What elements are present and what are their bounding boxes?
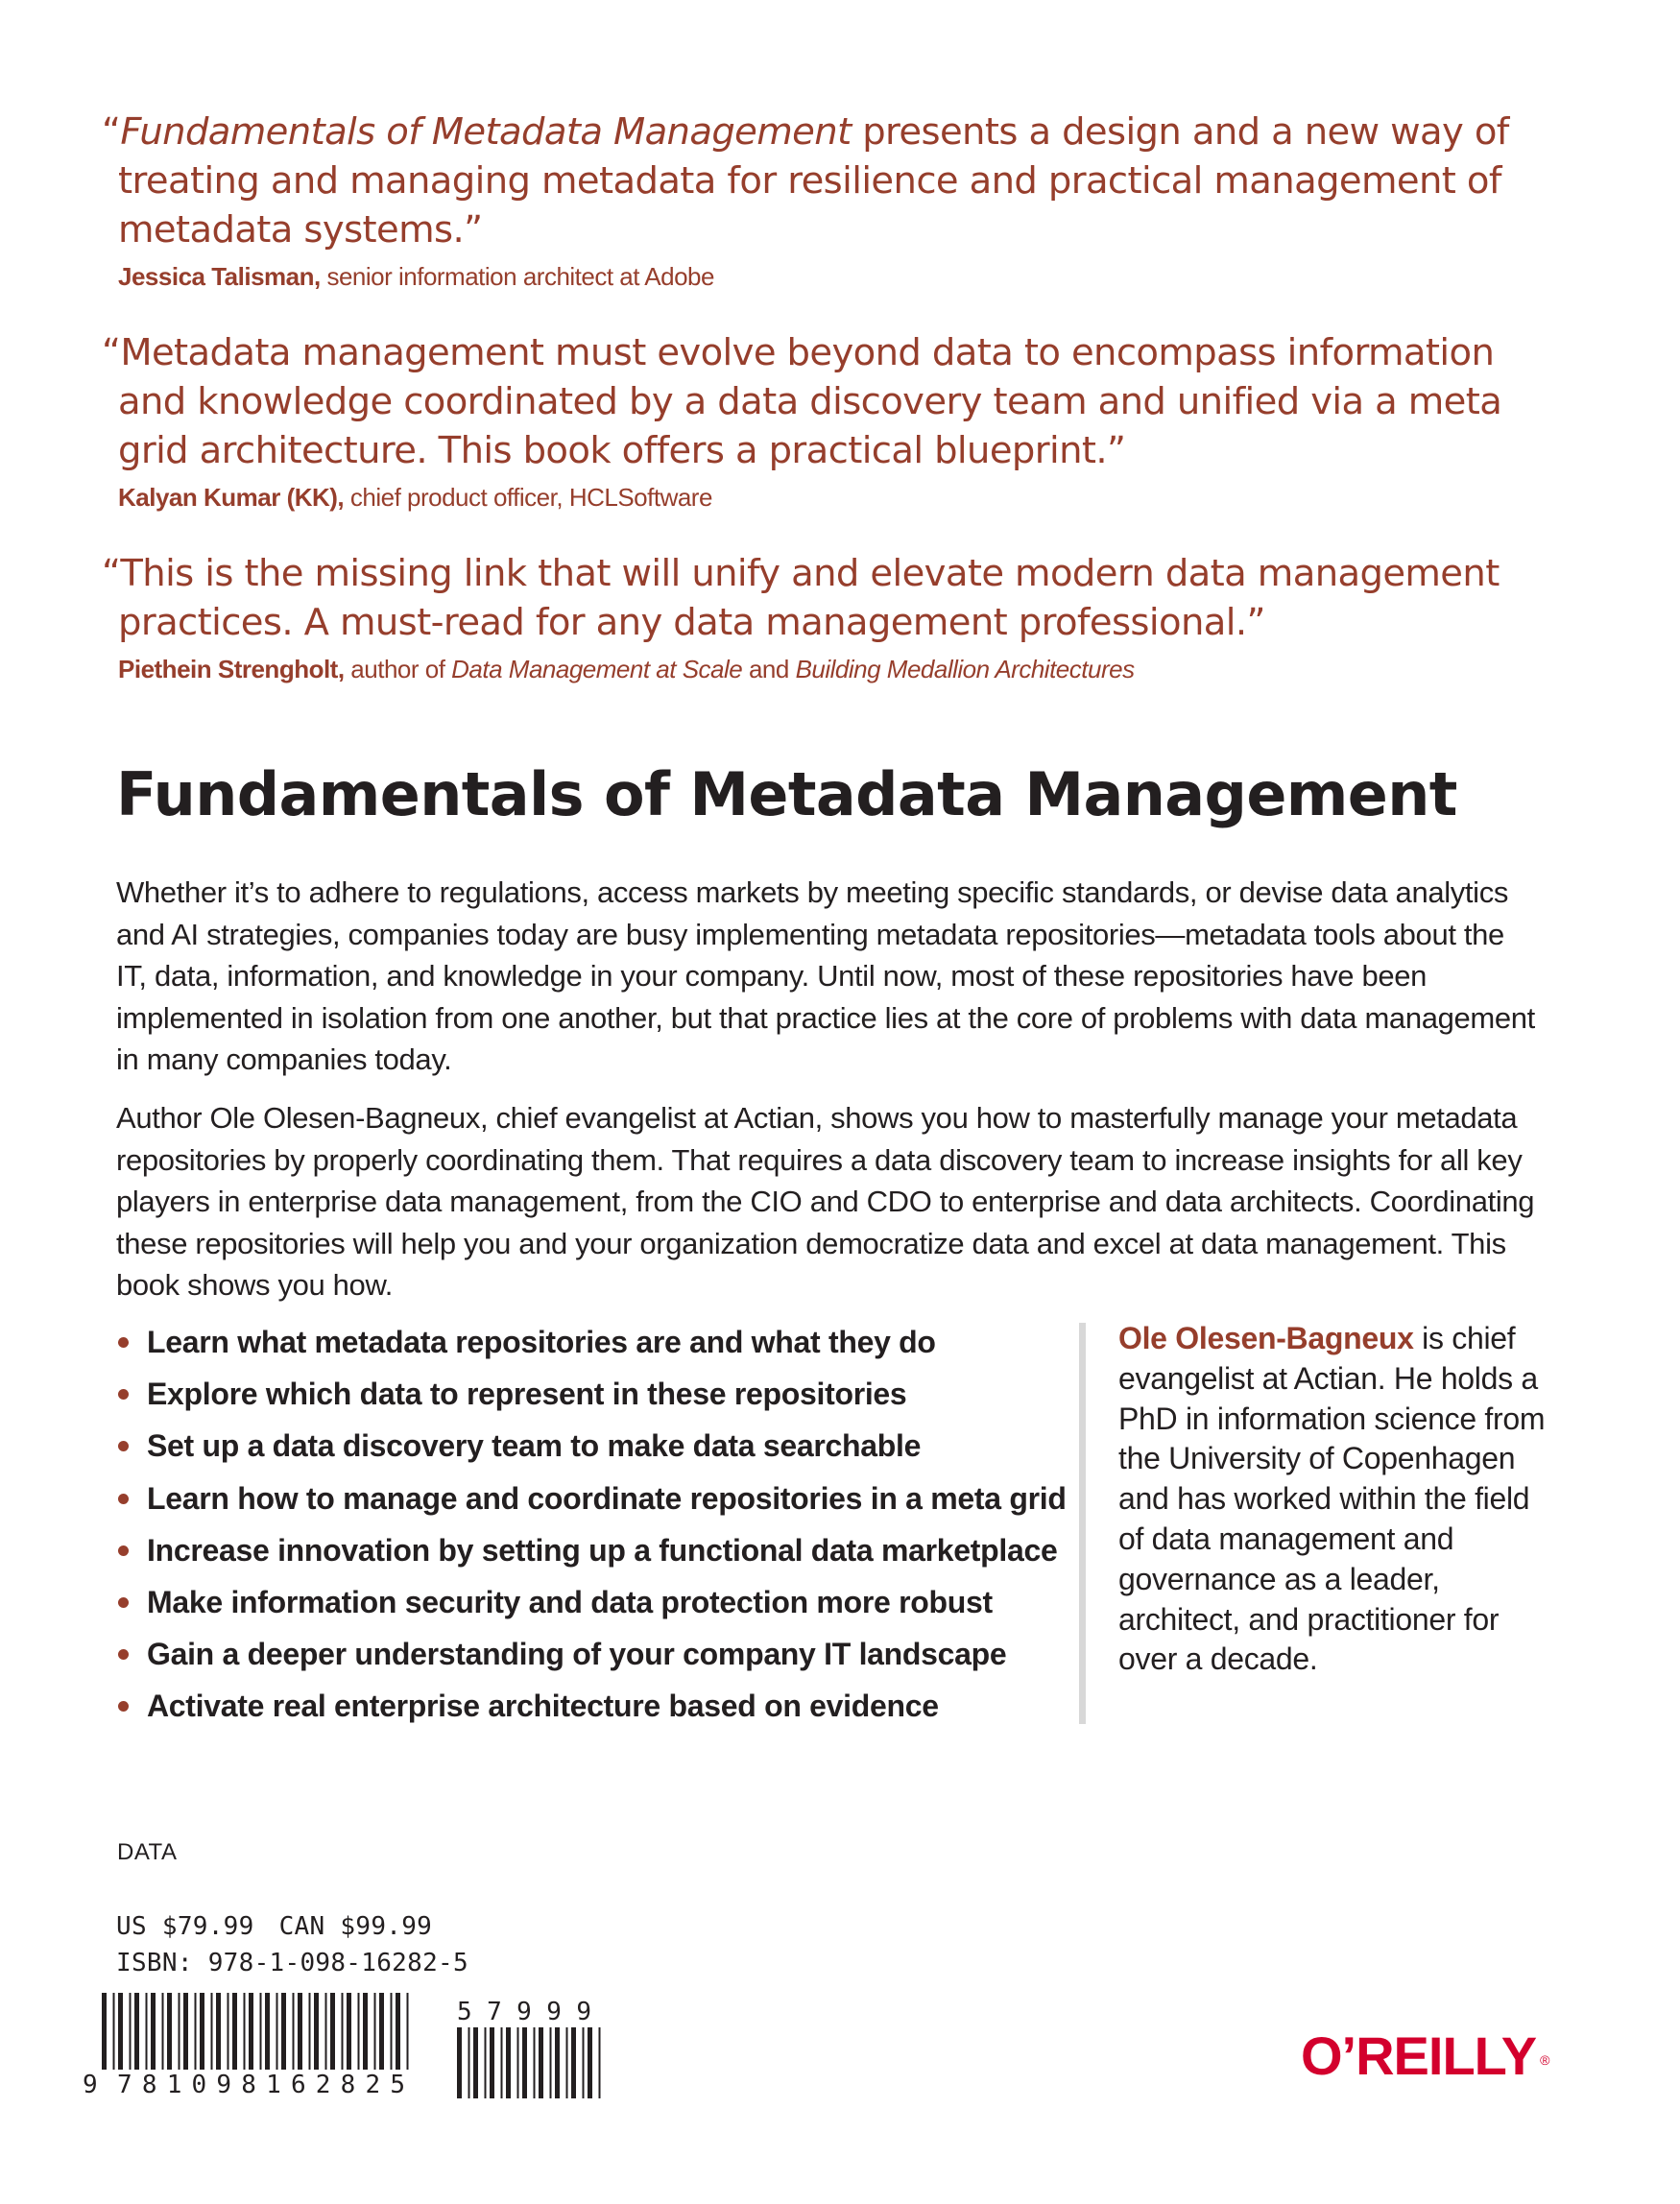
barcode-bar (151, 1993, 156, 2070)
isbn: ISBN: 978-1-098-16282-5 (116, 1949, 468, 1977)
barcode-bar (363, 1993, 368, 2070)
barcode-bar (293, 1993, 295, 2070)
barcode-first-digit: 9 (83, 2071, 98, 2098)
list-item-text: Learn how to manage and coordinate repositories in a meta grid (147, 1480, 1067, 1516)
barcode-bar (407, 1993, 409, 2070)
bullet-icon (118, 1441, 129, 1451)
testimonial-1 (102, 108, 1561, 293)
feature-list (116, 1323, 1067, 1739)
price-can: CAN $99.99 (278, 1912, 433, 1941)
barcode-bar (468, 2027, 470, 2098)
barcode-bar (118, 1993, 123, 2070)
barcode-addon-digits: 57999 (457, 1998, 591, 2026)
list-item-text: Activate real enterprise architecture based on evidence (147, 1689, 939, 1724)
registered-trademark-icon: ® (1540, 2052, 1549, 2068)
barcode-bar (522, 2027, 527, 2098)
barcode-bar (490, 2027, 494, 2098)
barcode-bar (130, 1993, 132, 2070)
list-item (116, 1323, 1038, 1375)
barcode-bar (314, 1993, 319, 2070)
barcode-bar (517, 2027, 519, 2098)
list-item-text: Increase innovation by setting up a functional data marketplace (147, 1532, 1058, 1568)
bullet-icon (118, 1701, 129, 1712)
barcode (83, 1993, 620, 2098)
testimonial-role: senior information architect at Adobe (320, 262, 714, 291)
barcode-bar (534, 2027, 536, 2098)
bullet-icon (118, 1649, 129, 1660)
testimonial-role: author of (344, 655, 452, 683)
barcode-bar (539, 2027, 543, 2098)
price-us: US $79.99 (116, 1912, 254, 1941)
barcode-bar (396, 1993, 400, 2070)
barcode-bar (211, 1993, 213, 2070)
barcode-bar (347, 1993, 351, 2070)
barcode-bar (379, 1993, 384, 2070)
book-title: Fundamentals of Metadata Management (116, 759, 1457, 829)
bullet-icon (118, 1597, 129, 1608)
barcode-bar (599, 2027, 601, 2098)
barcode-bar (276, 1993, 278, 2070)
barcode-bar (330, 1993, 335, 2070)
barcode-bar (232, 1993, 237, 2070)
quote-book-title: Fundamentals of Metadata Management (120, 110, 852, 154)
list-item (116, 1687, 1038, 1738)
description-paragraph-2: Author Ole Olesen-Bagneux, chief evangelist at Actian, shows you how to masterfully manage your metadata repositories by properly coordinating them. That requires a data discovery team to increase insights for all key players in enterprise data management, from the CIO and CDO to enterprise and data architects. Coordinating these repositories will help you and your organization democratize data and excel at data management. This book shows you how. (116, 1101, 1535, 1302)
barcode-bar (113, 1993, 115, 2070)
barcode-bar (583, 2027, 585, 2098)
barcode-bar (183, 1993, 188, 2070)
barcode-bar (309, 1993, 311, 2070)
barcode-bar (249, 1993, 253, 2070)
barcode-bar (260, 1993, 262, 2070)
description-paragraph-1: Whether it’s to adhere to regulations, access markets by meeting specific standards, or devise data analytics and AI strategies, companies today are busy implementing metadata repositories—metadata tools about the IT, data, information, and knowledge in your company. Until now, most of these repositories have been implemented in isolation from one another, but that practice lies at the core of problems with data management in many companies today. (116, 875, 1535, 1076)
barcode-bar (281, 1993, 286, 2070)
oreilly-logo (1301, 2025, 1548, 2087)
referenced-book-title: Building Medallion Architectures (795, 655, 1135, 683)
barcode-bar (555, 2027, 560, 2098)
testimonial-3 (102, 549, 1561, 685)
author-bio-description: is chief evangelist at Actian. He holds a PhD in information science from the University of Copenhagen and has worked within the field of data management and governance as a leader, architect, and practitioner for over a decade. (1118, 1321, 1546, 1677)
list-item (116, 1635, 1038, 1687)
bullet-icon (118, 1494, 129, 1504)
author-bio (1079, 1323, 1560, 1724)
testimonial-quote: “Metadata management must evolve beyond data to encompass information and knowledge coordinated by a data discovery team and unified via a meta grid architecture. This book offers a practical blueprint.” (102, 331, 1502, 472)
list-item (116, 1479, 1067, 1531)
list-item-text: Make information security and data protection more robust (147, 1584, 993, 1619)
testimonial-attribution (118, 481, 1561, 514)
barcode-bar (200, 1993, 204, 2070)
publisher-logo-text: O’REILLY (1301, 2025, 1537, 2086)
bullet-icon (118, 1389, 129, 1400)
barcode-bar (195, 1993, 197, 2070)
barcode-bar (216, 1993, 221, 2070)
quote-open-mark: “ (102, 110, 121, 154)
barcode-bar (244, 1993, 246, 2070)
testimonial-attribution (118, 653, 1561, 685)
barcode-bar (457, 2027, 462, 2098)
bullet-icon (118, 1337, 129, 1348)
conjunction-text: and (742, 655, 796, 683)
barcode-bar (342, 1993, 344, 2070)
author-bio-text (1118, 1319, 1560, 1680)
barcode-bar (588, 2027, 592, 2098)
list-item (116, 1531, 1058, 1583)
barcode-bar (162, 1993, 164, 2070)
testimonial-author: Kalyan Kumar (KK), (118, 483, 345, 512)
referenced-book-title: Data Management at Scale (451, 655, 743, 683)
barcode-bar (391, 1993, 393, 2070)
barcode-bar (265, 1993, 270, 2070)
testimonial-quote (102, 108, 1561, 254)
list-item-text: Explore which data to represent in these repositories (147, 1377, 907, 1412)
category-label: DATA (117, 1839, 178, 1865)
price-line (116, 1912, 432, 1941)
barcode-bar (501, 2027, 503, 2098)
testimonial-author: Piethein Strengholt, (118, 655, 345, 683)
list-item (116, 1375, 1038, 1426)
barcode-bar (374, 1993, 376, 2070)
testimonial-role: chief product officer, HCLSoftware (344, 483, 712, 512)
barcode-bar (550, 2027, 552, 2098)
barcode-bar (134, 1993, 139, 2070)
barcode-bar (228, 1993, 229, 2070)
bullet-icon (118, 1545, 129, 1556)
list-item (116, 1426, 1038, 1478)
list-item-text: Learn what metadata repositories are and what they do (147, 1325, 936, 1359)
list-item-text: Set up a data discovery team to make data searchable (147, 1428, 922, 1464)
barcode-bar (358, 1993, 360, 2070)
barcode-bar (179, 1993, 180, 2070)
barcode-bar (325, 1993, 327, 2070)
barcode-addon-bars (457, 2027, 601, 2098)
quote-text-rest: presents a design and a new way of treating and managing metadata for resilience and practical management of metadata systems.” (118, 110, 1509, 252)
barcode-main-digits: 781098162825 (117, 2071, 405, 2098)
barcode-bar (473, 2027, 478, 2098)
barcode-main-bars (102, 1993, 409, 2070)
list-item-text: Gain a deeper understanding of your company IT landscape (147, 1637, 1007, 1672)
author-name: Ole Olesen-Bagneux (1118, 1321, 1414, 1355)
barcode-bar (571, 2027, 576, 2098)
testimonial-attribution (118, 260, 1561, 293)
list-item (116, 1583, 1038, 1635)
barcode-bar (298, 1993, 302, 2070)
barcode-bar (146, 1993, 148, 2070)
barcode-bar (566, 2027, 568, 2098)
barcode-bar (485, 2027, 487, 2098)
barcode-bar (102, 1993, 107, 2070)
testimonial-author: Jessica Talisman, (118, 262, 321, 291)
barcode-bar (167, 1993, 172, 2070)
testimonial-quote: “This is the missing link that will unify and elevate modern data management practices. A must-read for any data management professional.” (102, 552, 1500, 644)
testimonial-2 (102, 328, 1561, 514)
barcode-bar (506, 2027, 511, 2098)
